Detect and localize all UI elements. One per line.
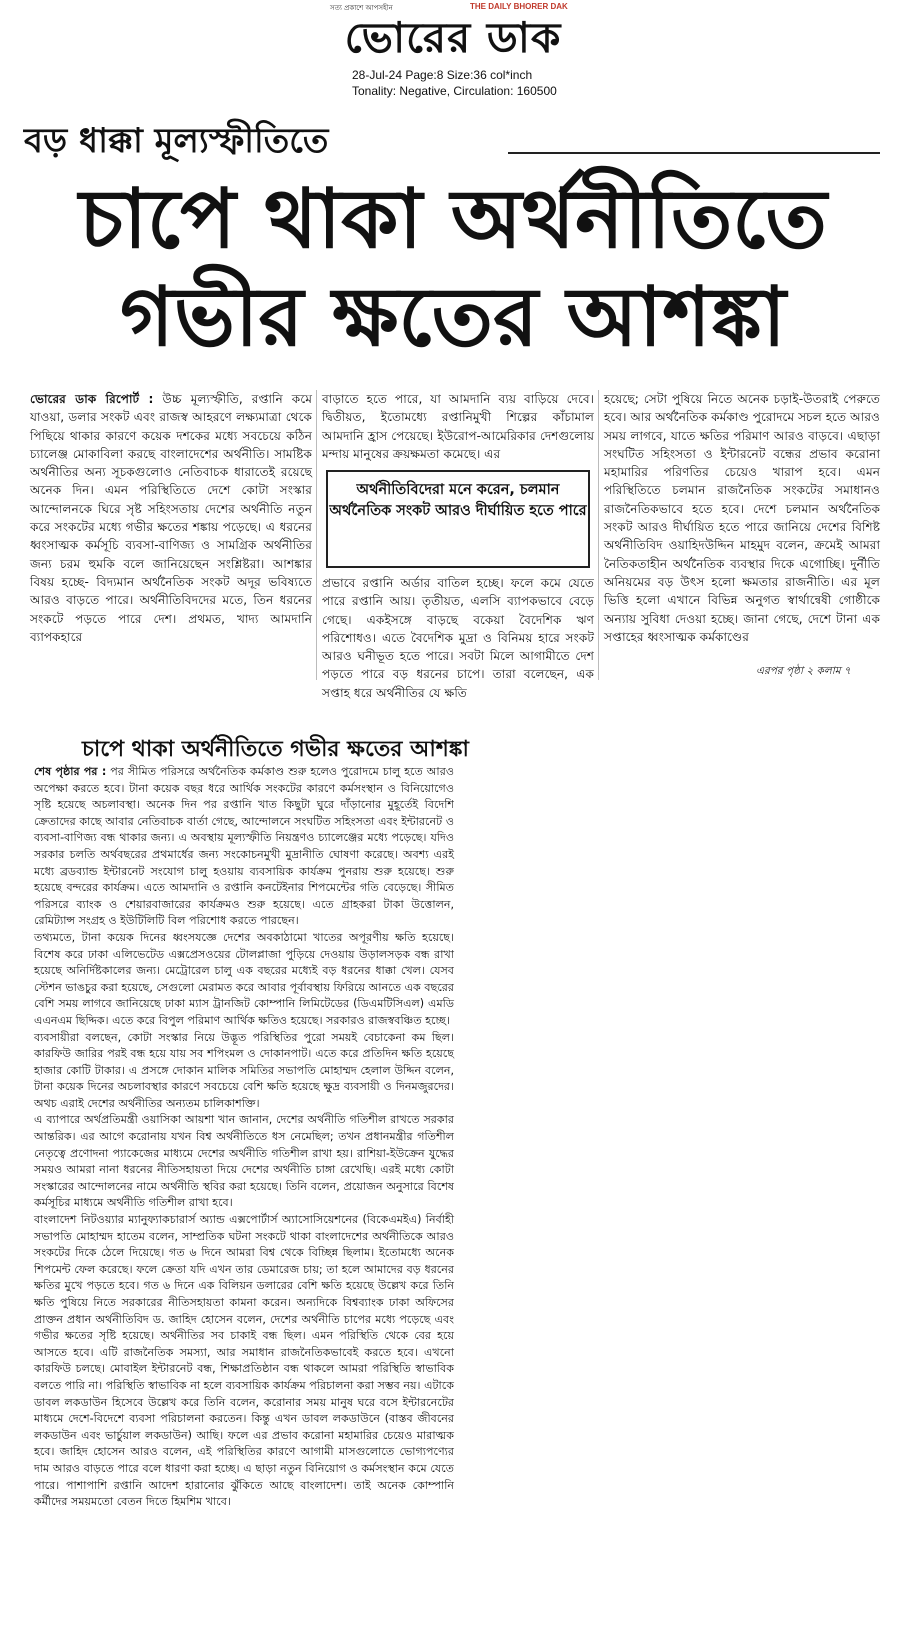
continuation-title: চাপে থাকা অর্থনীতিতে গভীর ক্ষতের আশঙ্কা: [82, 737, 469, 762]
column-divider: [316, 390, 317, 680]
continued-on-label: এরপর পৃষ্ঠা ২ কলাম ৭: [756, 665, 851, 677]
masthead-tagline-left: সত্য প্রকাশে আপসহীন: [330, 4, 393, 12]
continuation-paragraph-1: পর সীমিত পরিসরে অর্থনৈতিক কর্মকাণ্ড শুরু হলেও পুরোদমে চালু হতে আরও অপেক্ষা করতে হবে। টানা কয়েক বছর ধরে আর্থিক সংকটের কারণে কর্মসংস্থান ও বিনিয়োগেও সৃষ্টি হয়েছে অচলাবস্থা। অনেক দিন পর রপ্তানি খাত কিছুটা ঘুরে দাঁড়ানোর মুহূর্তেই বিদেশি ক্রেতাদের কাছে আবার নেতিবাচক বার্তা গেছে, আন্দোলনে সংঘটিত সহিংসতা এবং ইন্টারনেট ও ব্যবসা-বাণিজ্য বন্ধ থাকার জন্য। এ অবস্থায় মূল্যস্ফীতি নিয়ন্ত্রণও চ্যালেঞ্জের মধ্যে পড়েছে। যদিও সরকার চলতি অর্থবছরের প্রথমার্ধের জন্য সংকোচনমুখী মুদ্রানীতি ঘোষণা করেছে। অবশ্য এরই মধ্যে ব্রডব্যান্ড ইন্টারনেট সংযোগ চালু হওয়ায় ব্যবসায়িক কার্যক্রম পুনরায় শুরু হয়েছে। শুরু হয়েছে বন্দরের কার্যক্রম। এতে আমদানি ও রপ্তানি কনটেইনার শিপমেন্টের গতি বেড়েছে। সীমিত পরিসরে ব্যাংক ও শেয়ারবাজারের কার্যক্রমও শুরু হয়েছে। এতে গ্রাহকরা টাকা উত্তোলন, রেমিট্যান্স সংগ্রহ ও ইউটিলিটি বিল পরিশোধ করতে পারছেন।: [34, 765, 454, 928]
continuation-body: [34, 764, 454, 1640]
clipping-meta-line2: Tonality: Negative, Circulation: 160500: [352, 84, 557, 98]
clipping-meta-line1: 28-Jul-24 Page:8 Size:36 col*inch: [352, 68, 533, 82]
continuation-paragraph: [34, 764, 454, 930]
column-3-text: হয়েছে; সেটা পুষিয়ে নিতে অনেক চড়াই-উতরাই পেরুতে হবে। আর অর্থনৈতিক কর্মকাণ্ড পুরোদমে সচল হতে আরও সময় লাগবে, যাতে ক্ষতির পরিমাণ আরও বাড়বে। এছাড়া সংঘটিত সহিংসতা ও ইন্টারনেট বন্ধের প্রভাব করোনা মহামারির পরিণতির চেয়েও খারাপ হবে। এমন পরিস্থিতিতে চলমান রাজনৈতিক সংকটের সমাধানও রাজনৈতিকভাবে হতে হবে। দেশে চলমান অর্থনৈতিক সংকট আরও দীর্ঘায়িত হতে পারে জানিয়ে দেশের বিশিষ্ট অর্থনীতিবিদ ওয়াহিদউদ্দিন মাহমুদ বলেন, ক্রমেই আমরা নৈতিকতাহীন অর্থনৈতিক ব্যবস্থার দিকে এগোচ্ছি। দুর্নীতি অনিয়মের বড় উৎস হলো ক্ষমতার রাজনীতি। এর মূল ভিত্তি হলো এখানে বিভিন্ন অনুগত স্বার্থান্বেষী গোষ্ঠীকে অন্যায় সুবিধা দেওয়া হচ্ছে। জানা গেছে, দেশে টানা এক সপ্তাহের ধ্বংসাত্মক কর্মকাণ্ডের: [604, 392, 880, 644]
column-divider: [598, 390, 599, 680]
article-byline: ভোরের ডাক রিপোর্ট :: [30, 392, 154, 406]
pull-quote-text: অর্থনীতিবিদেরা মনে করেন, চলমান অর্থনৈতিক সংকট আরও দীর্ঘায়িত হতে পারে: [329, 482, 587, 519]
article-column-2: [322, 390, 594, 468]
continuation-paragraph-5: বাংলাদেশ নিটওয়্যার ম্যানুফ্যাকচারার্স অ্যান্ড এক্সপোর্টার্স অ্যাসোসিয়েশনের (বিকেএমইএ) নির্বাহী সভাপতি মোহাম্মদ হাতেম বলেন, সাম্প্রতিক ঘটনা সংকটে থাকা বাংলাদেশের অর্থনীতিকে আরও সংকটের দিকে ঠেলে দিয়েছে। গত ৬ দিনে আমরা বিশ্ব থেকে বিচ্ছিন্ন ছিলাম। ইতোমধ্যে অনেক শিপমেন্ট ফেল করেছে। ফলে ক্রেতা যদি এখন তার ডেমারেজ চায়; তা হলে আমাদের বড় ধরনের ক্ষতির মুখে পড়তে হবে। গত ৬ দিনে এক বিলিয়ন ডলারের বেশি ক্ষতি হয়েছে উল্লেখ করে তিনি ক্ষতি পুষিয়ে নিতে সরকারের নীতিসহায়তা কামনা করেন। অন্যদিকে বিশ্বব্যাংক ঢাকা অফিসের প্রাক্তন প্রধান অর্থনীতিবিদ ড. জাহিদ হোসেন বলেন, দেশের অর্থনীতি চাপের মধ্যে পড়েছে এবং গভীর ক্ষতের সৃষ্টি হয়েছে। অর্থনীতির সব চাকাই বন্ধ ছিল। এমন পরিস্থিতি থেকে বের হয়ে আসতে হবে। এটি রাজনৈতিক সমস্যা, আর সমাধান রাজনৈতিকভাবেই করতে হবে। এখনো কারফিউ চলছে। মোবাইল ইন্টারনেট বন্ধ, শিক্ষাপ্রতিষ্ঠান বন্ধ থাকলে আমরা পরিস্থিতি স্বাভাবিক বলতে পারি না। পরিস্থিতি স্বাভাবিক না হলে ব্যবসায়িক কার্যক্রম পরিচালনা করা সম্ভব নয়। এটাকে ডাবল লকডাউন হিসেবে উল্লেখ করে তিনি বলেন, করোনার সময় মানুষ ঘরে বসে ইন্টারনেটের মাধ্যমে দেশে-বিদেশে ব্যবসা পরিচালনা করতেন। কিন্তু এখন ডাবল লকডাউনে (বাস্তব জীবনের লকডাউন এবং ভার্চুয়াল লকডাউন) আছি। ফলে এর প্রভাব করোনা মহামারির চেয়েও মারাত্মক হবে। জাহিদ হোসেন আরও বলেন, এই পরিস্থিতির কারণে আগামী মাসগুলোতে ভোগ্যপণ্যের দাম আরও বাড়তে পারে বলে ধারণা করা হচ্ছে। এ ছাড়া নতুন বিনিয়োগ ও কর্মসংস্থান কমে যেতে পারে। পাশাপাশি রপ্তানি আদেশ হারানোর ঝুঁকিতে আছে বাংলাদেশ। তাই অনেক কোম্পানি কর্মীদের সময়মতো বেতন দিতে হিমশিম খাবে।: [34, 1213, 454, 1509]
continuation-lead: শেষ পৃষ্ঠার পর :: [34, 765, 107, 778]
article-column-2-continued: [322, 574, 594, 700]
newspaper-logo: ভোরের ডাক: [344, 13, 562, 62]
masthead-tagline-right: THE DAILY BHORER DAK: [470, 2, 568, 11]
headline-line2: গভীর ক্ষতের আশঙ্কা: [120, 270, 786, 365]
article-kicker: বড় ধাক্কা মূল্যস্ফীতিতে: [24, 121, 329, 161]
continuation-paragraph-3: ব্যবসায়ীরা বলছেন, কোটা সংস্কার নিয়ে উদ্ভূত পরিস্থিতির পুরো সময়ই বেচাকেনা কম ছিল। কারফিউ জারির পরই বন্ধ হয়ে যায় সব শপিংমল ও দোকানপাট। এতে করে প্রতিদিন ক্ষতি হয়েছে হাজার কোটি টাকার। এ প্রসঙ্গে দোকান মালিক সমিতির সভাপতি মোহাম্মদ হেলাল উদ্দিন বলেন, টানা কয়েক দিনের অচলাবস্থার কারণে সবচেয়ে বেশি ক্ষতি হয়েছে ক্ষুদ্র ব্যবসায়ী ও দিনমজুরদের। অথচ এরাই দেশের অর্থনীতির অন্যতম চালিকাশক্তি।: [34, 1030, 454, 1110]
column-2b-text: প্রভাবে রপ্তানি অর্ডার বাতিল হচ্ছে। ফলে কমে যেতে পারে রপ্তানি আয়। তৃতীয়ত, এলসি ব্যাপকভাবে বেড়ে গেছে। একইসঙ্গে বাড়ছে বকেয়া বৈদেশিক ঋণ পরিশোধও। এতে বৈদেশিক মুদ্রা ও বিনিময় হারে সংকট আরও ঘনীভূত হতে পারে। সবটা মিলে আগামীতে দেশ পড়তে পারে বড় ধরনের চাপে। তারা বলেছেন, এক সপ্তাহ ধরে অর্থনীতির যে ক্ষতি: [322, 576, 594, 700]
column-2-text: বাড়াতে হতে পারে, যা আমদানি ব্যয় বাড়িয়ে দেবে। দ্বিতীয়ত, ইতোমধ্যে রপ্তানিমুখী শিল্পের কাঁচামাল আমদানি হ্রাস পেয়েছে। ইউরোপ-আমেরিকার দেশগুলোয় মন্দায় মানুষের ক্রয়ক্ষমতা কমেছে। এর: [322, 392, 594, 461]
column-1-text: উচ্চ মূল্যস্ফীতি, রপ্তানি কমে যাওয়া, ডলার সংকট এবং রাজস্ব আহরণে লক্ষ্যমাত্রা থেকে পিছিয়ে থাকার কারণে কয়েক দশকের মধ্যে সবচেয়ে কঠিন চ্যালেঞ্জ মোকাবিলা করছে বাংলাদেশের অর্থনীতি। সামষ্টিক অর্থনীতির অন্য সূচকগুলোও নেতিবাচক ধারাতেই রয়েছে অনেক দিন। এমন পরিস্থিতিতে দেশে কোটা সংস্কার আন্দোলনকে ঘিরে সৃষ্ট সহিংসতায় দেশের অর্থনীতি নতুন করে সংকটের মধ্যে গভীর ক্ষতের শঙ্কায় পড়েছে। এ ধরনের ধ্বংসাত্মক কর্মসূচি ব্যবসা-বাণিজ্য ও সামগ্রিক অর্থনীতির জন্য চরম হুমকি বলে জানিয়েছেন সংশ্লিষ্টরা। আশঙ্কার বিষয় হচ্ছে- বিদ্যমান অর্থনৈতিক সংকট অদূর ভবিষ্যতে আরও বাড়তে পারে। অর্থনীতিবিদদের মতে, তিন ধরনের সংকটে পড়তে পারে দেশ। প্রথমত, খাদ্য আমদানি ব্যাপকহারে: [30, 392, 312, 644]
continuation-paragraph-4: এ ব্যাপারে অর্থপ্রতিমন্ত্রী ওয়াসিকা আয়শা খান জানান, দেশের অর্থনীতি গতিশীল রাখতে সরকার আন্তরিক। এর আগে করোনায় যখন বিশ্ব অর্থনীতিতে ধস নেমেছিল; তখন প্রধানমন্ত্রীর গতিশীল নেতৃত্বে প্রণোদনা প্যাকেজের মাধ্যমে দেশের অর্থনীতি গতিশীল রাখা হয়। রাশিয়া-ইউক্রেন যুদ্ধের সময়ও আমরা নানা ধরনের নীতিসহায়তা দিয়ে দেশের অর্থনীতি চাঙ্গা রেখেছি। এরই মধ্যে কোটা সংস্কারের আন্দোলনের নামে অর্থনীতি স্থবির করা হয়েছে। তিনি বলেন, প্রয়োজন অনুসারে বিশেষ কর্মসূচির মাধ্যমে অর্থনীতি গতিশীল রাখা হবে।: [34, 1113, 454, 1210]
pull-quote: [326, 470, 590, 568]
continuation-paragraph-2: তথ্যমতে, টানা কয়েক দিনের ধ্বংসযজ্ঞে দেশের অবকাঠামো খাতের অপূরণীয় ক্ষতি হয়েছে। বিশেষ করে ঢাকা এলিভেটেড এক্সপ্রেসওয়ের টোলপ্লাজা পুড়িয়ে দেওয়ায় উড়ালসড়ক বন্ধ রাখা হয়েছে অনির্দিষ্টকালের জন্য। মেট্রোরেল চালু এক বছরের মধ্যেই বড় ধরনের ধাক্কা খেল। যেসব স্টেশন ভাঙচুর করা হয়েছে, সেগুলো মেরামত করে আবার পূর্বাবস্থায় ফিরিয়ে আনতে এক বছরের বেশি সময় লাগবে জানিয়েছে ঢাকা ম্যাস ট্রানজিট কোম্পানি লিমিটেডের (ডিএমটিসিএল) এমডি এএনএম ছিদ্দিক। এতে করে বিপুল পরিমাণ আর্থিক ক্ষতিও হয়েছে। সরকারও রাজস্ববঞ্চিত হচ্ছে।: [34, 930, 454, 1027]
kicker-rule: [508, 152, 880, 154]
article-column-3: [604, 390, 880, 662]
article-column-1: [30, 390, 312, 680]
headline-line1: চাপে থাকা অর্থনীতিতে: [79, 172, 827, 267]
